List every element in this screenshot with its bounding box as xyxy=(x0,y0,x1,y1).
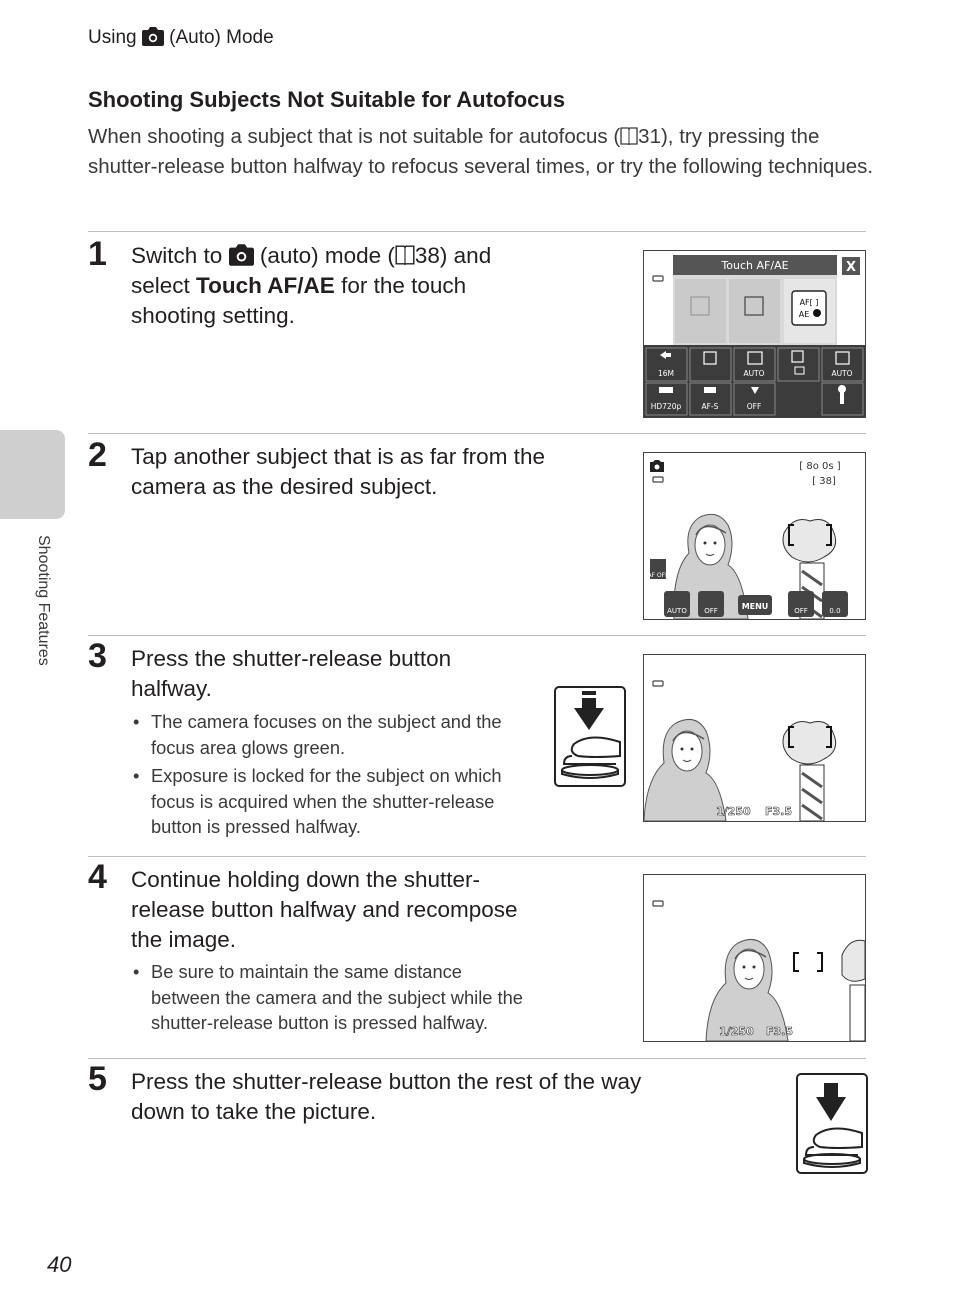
camera-icon xyxy=(229,244,254,266)
step-1-text: Switch to (auto) mode ( 38) and select Touch AF/AE for the touch shooting setting. xyxy=(131,243,492,328)
step-4-text: Continue holding down the shutter-release button halfway and recompose the image. xyxy=(131,867,518,952)
svg-text:OFF: OFF xyxy=(704,607,718,615)
svg-text:1/250: 1/250 xyxy=(719,1025,754,1038)
svg-text:16M: 16M xyxy=(657,369,675,378)
live-view-screen xyxy=(643,452,866,620)
step-4-bullets xyxy=(131,959,531,1039)
running-head-suffix: (Auto) Mode xyxy=(169,27,274,48)
list-item: • Be sure to maintain the same distance between the camera and the subject while the shutter-release button is pressed halfway. xyxy=(131,959,531,1036)
step-number: 5 xyxy=(88,1060,107,1098)
svg-text:AF OFF: AF OFF xyxy=(647,572,669,579)
shutter-half-press-illustration xyxy=(554,686,626,793)
svg-text:AF[ ]: AF[ ] xyxy=(799,298,819,307)
chapter-tab xyxy=(0,430,65,519)
book-ref-icon xyxy=(395,244,415,266)
divider xyxy=(88,856,866,857)
divider xyxy=(88,231,866,232)
close-icon: X xyxy=(845,260,857,275)
menu-title: Touch AF/AE xyxy=(721,259,789,272)
running-head-prefix: Using xyxy=(88,27,137,48)
camera-icon xyxy=(142,27,164,46)
step-5-text: Press the shutter-release button the rest of the way down to take the picture. xyxy=(131,1069,642,1124)
svg-text:HD720p: HD720p xyxy=(650,402,682,411)
divider xyxy=(88,1058,866,1059)
shutter-full-press-illustration xyxy=(796,1073,868,1180)
svg-text:OFF: OFF xyxy=(746,402,762,411)
running-head xyxy=(88,27,274,49)
svg-text:AUTO: AUTO xyxy=(743,369,765,378)
svg-text:AF-S: AF-S xyxy=(701,402,719,411)
svg-text:OFF: OFF xyxy=(794,607,808,615)
recompose-screen xyxy=(643,874,866,1042)
step-3-text: Press the shutter-release button halfway. xyxy=(131,646,452,701)
focus-locked-screen xyxy=(643,654,866,822)
divider xyxy=(88,635,866,636)
svg-text:1/250: 1/250 xyxy=(716,805,751,818)
list-item: • The camera focuses on the subject and the focus area glows green. xyxy=(131,709,516,760)
step-3-bullets xyxy=(131,709,516,843)
svg-text:AUTO: AUTO xyxy=(831,369,853,378)
step-number: 2 xyxy=(88,436,107,474)
svg-text:AE: AE xyxy=(798,310,810,319)
chapter-side-label: Shooting Features xyxy=(35,535,52,666)
step-2-text: Tap another subject that is as far from the camera as the desired subject. xyxy=(131,444,545,499)
step-number: 4 xyxy=(88,858,107,896)
svg-text:MENU: MENU xyxy=(741,602,769,611)
page-number: 40 xyxy=(47,1252,72,1277)
list-item: • Exposure is locked for the subject on which focus is acquired when the shutter-release button is pressed halfway. xyxy=(131,763,516,840)
svg-text:AUTO: AUTO xyxy=(667,607,687,615)
section-intro: When shooting a subject that is not suitable for autofocus ( 31), try pressing the shutter-release button halfway to refocus several times, or try the following techniques. xyxy=(88,125,874,178)
book-ref-icon xyxy=(620,126,638,146)
svg-text:[ 8o 0s ]: [ 8o 0s ] xyxy=(799,461,841,472)
divider xyxy=(88,433,866,434)
svg-text:[ 38]: [ 38] xyxy=(812,476,836,487)
svg-text:0.0: 0.0 xyxy=(829,607,841,615)
touch-af-ae-menu-screen xyxy=(643,250,866,418)
svg-text:F3.5: F3.5 xyxy=(765,805,793,818)
step-number: 3 xyxy=(88,637,107,675)
section-title: Shooting Subjects Not Suitable for Autofocus xyxy=(88,87,566,112)
svg-text:F3.5: F3.5 xyxy=(766,1025,794,1038)
step-number: 1 xyxy=(88,235,107,273)
